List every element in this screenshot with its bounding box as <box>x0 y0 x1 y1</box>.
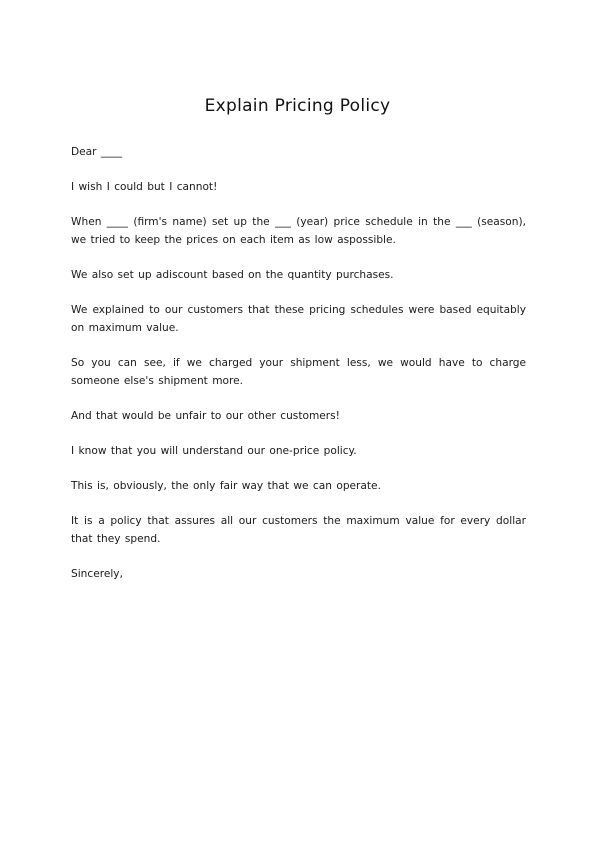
salutation: Dear ____ <box>71 146 123 158</box>
paragraph: This is, obviously, the only fair way that we can operate. <box>71 480 381 492</box>
paragraph: I know that you will understand our one-price policy. <box>71 445 357 457</box>
paragraph: We explained to our customers that these pricing schedules were based equitably on maximum value. <box>71 304 526 334</box>
paragraph: When ____ (firm's name) set up the ___ (year) price schedule in the ___ (season), we tried to keep the prices on each item as low aspossible. <box>71 216 526 246</box>
paragraph: So you can see, if we charged your shipment less, we would have to charge someone else's shipment more. <box>71 357 526 387</box>
paragraph: I wish I could but I cannot! <box>71 181 218 193</box>
paragraph: And that would be unfair to our other customers! <box>71 410 340 422</box>
closing: Sincerely, <box>71 568 123 580</box>
paragraph: It is a policy that assures all our customers the maximum value for every dollar that they spend. <box>71 515 526 545</box>
paragraph: We also set up adiscount based on the quantity purchases. <box>71 269 394 281</box>
document-title: Explain Pricing Policy <box>204 96 391 116</box>
letter-body <box>71 143 526 600</box>
